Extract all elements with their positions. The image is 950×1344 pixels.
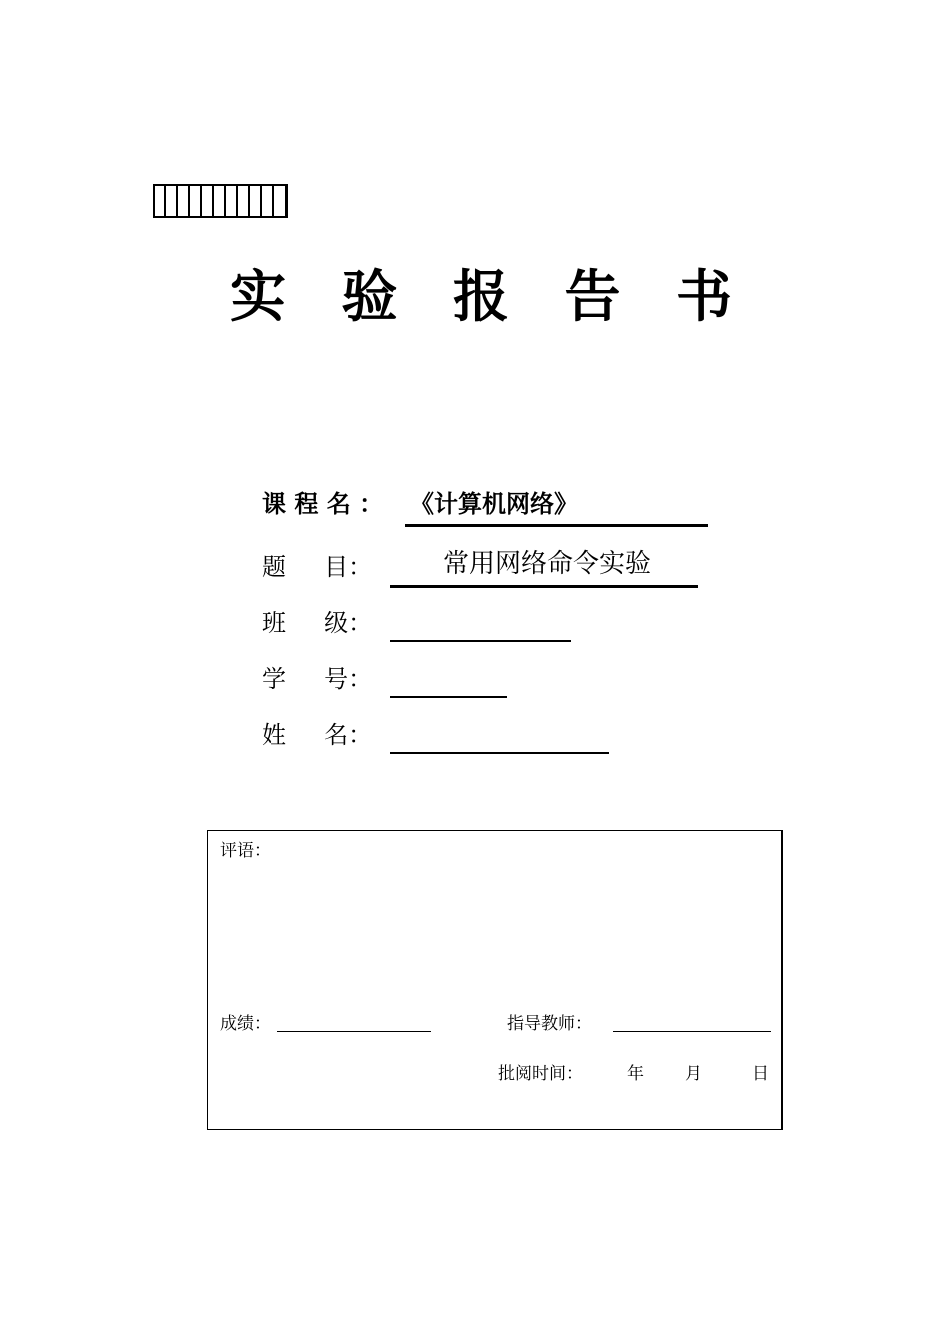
- name-field-line[interactable]: [390, 752, 609, 754]
- class-field-line[interactable]: [390, 640, 571, 642]
- review-date-label: 批阅时间：: [498, 1064, 583, 1084]
- course-name-underline: [405, 524, 708, 527]
- missing-glyph-box: [166, 184, 178, 218]
- review-box: [207, 830, 783, 1130]
- missing-glyph-box: [214, 184, 226, 218]
- name-label: 姓 名：: [262, 721, 373, 749]
- year-label: 年: [627, 1064, 644, 1084]
- course-name-value: 《计算机网络》: [410, 490, 578, 518]
- class-label: 班 级：: [262, 609, 373, 637]
- month-label: 月: [685, 1064, 702, 1084]
- course-name-label: 课 程 名 ：: [262, 490, 384, 518]
- day-label: 日: [752, 1064, 769, 1084]
- student-id-label: 学 号：: [262, 665, 373, 693]
- missing-glyph-box: [274, 184, 288, 218]
- grade-label: 成绩：: [220, 1014, 271, 1034]
- comment-label: 评语：: [220, 841, 271, 861]
- topic-value: 常用网络命令实验: [443, 549, 652, 579]
- missing-glyph-box: [202, 184, 214, 218]
- report-title: 实 验 报 告 书: [230, 264, 750, 330]
- instructor-label: 指导教师：: [507, 1014, 592, 1034]
- student-id-field-line[interactable]: [390, 696, 507, 698]
- missing-glyph-box: [190, 184, 202, 218]
- institution-name-missing-glyphs: [153, 184, 288, 222]
- topic-underline: [390, 585, 698, 588]
- missing-glyph-box: [250, 184, 262, 218]
- missing-glyph-box: [262, 184, 274, 218]
- missing-glyph-box: [226, 184, 238, 218]
- missing-glyph-box: [238, 184, 250, 218]
- instructor-field-line[interactable]: [613, 1031, 771, 1032]
- missing-glyph-box: [153, 184, 166, 218]
- missing-glyph-box: [178, 184, 190, 218]
- grade-field-line[interactable]: [277, 1031, 431, 1032]
- topic-label: 题 目：: [262, 553, 373, 581]
